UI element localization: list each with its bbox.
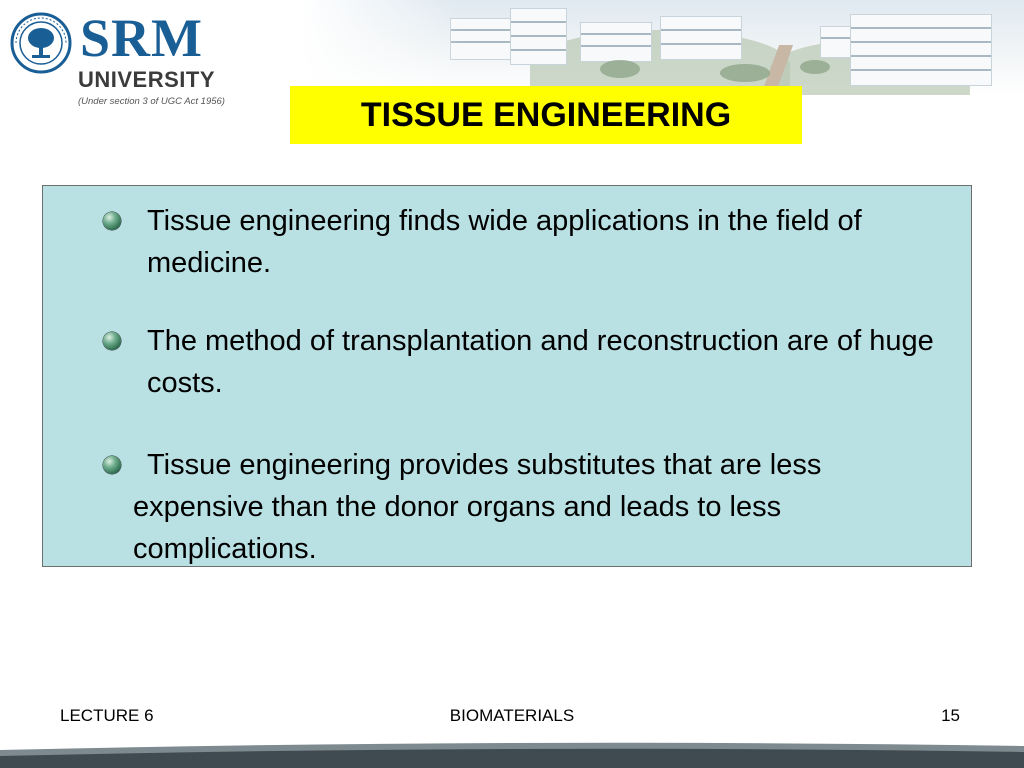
bullet-text: Tissue engineering finds wide applications in the field of medicine. <box>147 205 862 279</box>
green-sphere-bullet-icon <box>103 212 121 230</box>
bullet-item <box>103 320 953 404</box>
bullet-item <box>103 200 953 284</box>
campus-banner-image <box>300 0 1024 95</box>
slide-title: TISSUE ENGINEERING <box>360 96 732 134</box>
footer-lecture-label: LECTURE 6 <box>60 706 154 725</box>
logo-wordmark: SRM <box>80 8 203 68</box>
logo-subtitle: (Under section 3 of UGC Act 1956) <box>78 96 225 107</box>
green-sphere-bullet-icon <box>103 456 121 474</box>
bullet-item <box>103 444 953 570</box>
footer-swoosh-decoration <box>0 736 1024 768</box>
bullet-text-continuation: expensive than the donor organs and leads to less complications. <box>133 491 782 565</box>
content-panel <box>42 185 972 567</box>
footer-page-number: 15 <box>941 706 960 725</box>
logo-university-text: UNIVERSITY <box>78 67 216 92</box>
srm-university-logo <box>6 6 225 110</box>
slide-footer <box>0 700 1024 736</box>
slide-title-box <box>290 86 802 144</box>
green-sphere-bullet-icon <box>103 332 121 350</box>
footer-course-title: BIOMATERIALS <box>449 706 575 725</box>
bullet-text-first-line: Tissue engineering provides substitutes that are less <box>147 449 822 481</box>
university-seal-icon <box>10 12 72 74</box>
bullet-text: The method of transplantation and reconstruction are of huge costs. <box>147 325 934 399</box>
